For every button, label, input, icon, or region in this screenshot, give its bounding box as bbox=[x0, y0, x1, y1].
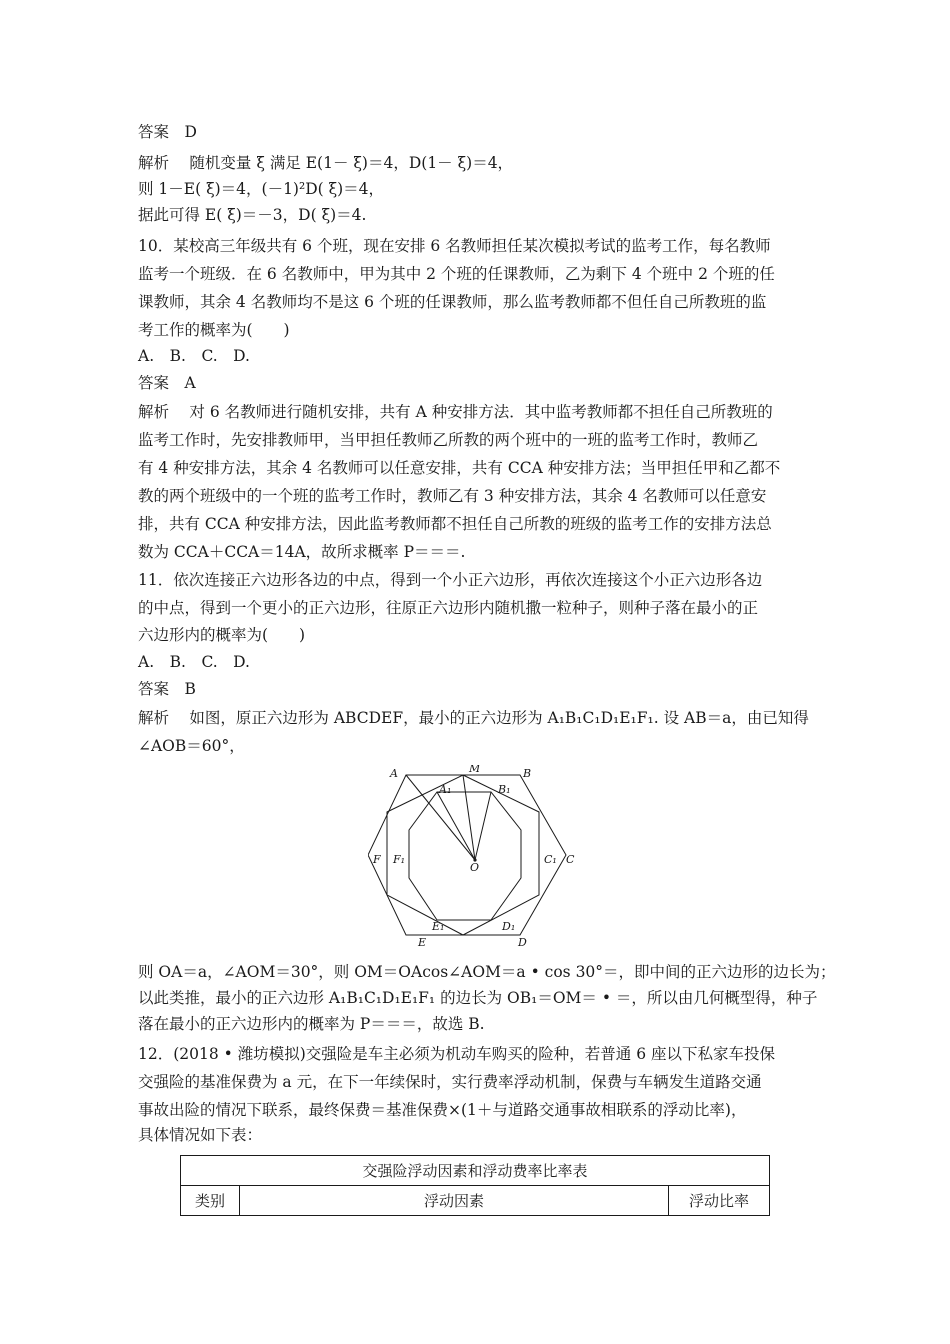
label-c: C bbox=[566, 853, 575, 866]
text-line: 事故出险的情况下联系，最终保费＝基准保费×(1＋与道路交通事故相联系的浮动比率)， bbox=[138, 1101, 747, 1119]
table-header-cell: 类别 bbox=[181, 1186, 240, 1216]
text-line: 排，共有 CCA 种安排方法，因此监考教师都不担任自己所教的班级的监考工作的安排方法总 bbox=[138, 515, 772, 533]
text-line: 12．(2018 • 潍坊模拟)交强险是车主必须为机动车购买的险种，若普通 6 座以下私家车投保 bbox=[138, 1045, 775, 1063]
text-line: 则 1－E( ξ)＝4，(－1)²D( ξ)＝4， bbox=[138, 180, 385, 198]
label-b: B bbox=[523, 767, 532, 780]
table-title-row bbox=[181, 1156, 770, 1186]
text-line: 有 4 种安排方法，其余 4 名教师可以任意安排，共有 CCA 种安排方法；当甲担任甲和乙都不 bbox=[138, 459, 781, 477]
text-line: 六边形内的概率为( ) bbox=[138, 626, 306, 644]
label-f: F bbox=[373, 853, 381, 866]
table-header-row bbox=[181, 1186, 770, 1216]
text-line: 解析 对 6 名教师进行随机安排，共有 A 种安排方法．其中监考教师都不担任自己所教班的 bbox=[138, 403, 773, 421]
text-line: 的中点，得到一个更小的正六边形，往原正六边形内随机撒一粒种子，则种子落在最小的正 bbox=[138, 599, 759, 617]
text-line: 解析 如图，原正六边形为 ABCDEF，最小的正六边形为 A₁B₁C₁D₁E₁F₁. 设 AB＝a，由已知得 bbox=[138, 709, 809, 727]
text-line: 交强险的基准保费为 a 元，在下一年续保时，实行费率浮动机制，保费与车辆发生道路交通 bbox=[138, 1073, 762, 1091]
text-line: ∠AOB＝60°， bbox=[138, 737, 245, 755]
text-line: 教的两个班级中的一个班的监考工作时，教师乙有 3 种安排方法，其余 4 名教师可以任意安 bbox=[138, 487, 767, 505]
label-b1: B₁ bbox=[498, 783, 511, 796]
label-f1: F₁ bbox=[393, 853, 406, 866]
table-title: 交强险浮动因素和浮动费率比率表 bbox=[181, 1156, 770, 1186]
label-d: D bbox=[518, 936, 527, 949]
text-line: 监考一个班级．在 6 名教师中，甲为其中 2 个班的任课教师，乙为剩下 4 个班中 2 个班的任 bbox=[138, 265, 775, 283]
label-a1: A₁ bbox=[439, 783, 452, 796]
label-d1: D₁ bbox=[502, 920, 516, 933]
middle-hexagon bbox=[387, 775, 539, 935]
segment-oa1 bbox=[437, 792, 475, 860]
text-line: 10．某校高三年级共有 6 个班，现在安排 6 名教师担任某次模拟考试的监考工作，每名教师 bbox=[138, 237, 771, 255]
label-c1: C₁ bbox=[544, 853, 557, 866]
text-line: A. B. C. D. bbox=[138, 347, 250, 365]
text-line: 具体情况如下表： bbox=[138, 1126, 263, 1144]
label-e1: E₁ bbox=[432, 920, 445, 933]
text-line: 则 OA＝a，∠AOM＝30°，则 OM＝OAcos∠AOM＝a • cos 30°＝，即中间的正六边形的边长为； bbox=[138, 963, 836, 981]
label-m: M bbox=[469, 765, 481, 775]
text-line: A. B. C. D. bbox=[138, 653, 250, 671]
inner-hexagon bbox=[409, 792, 521, 920]
table-header-cell: 浮动比率 bbox=[669, 1186, 770, 1216]
text-line: 考工作的概率为( ) bbox=[138, 321, 290, 339]
text-line: 答案 D bbox=[138, 123, 197, 141]
table-header-cell: 浮动因素 bbox=[240, 1186, 669, 1216]
text-line: 课教师，其余 4 名教师均不是这 6 个班的任课教师，那么监考教师都不但任自己所教班的监 bbox=[138, 293, 767, 311]
text-line: 据此可得 E( ξ)＝－3，D( ξ)＝4. bbox=[138, 206, 367, 224]
text-line: 解析 随机变量 ξ 满足 E(1－ ξ)＝4，D(1－ ξ)＝4， bbox=[138, 154, 514, 172]
text-line: 以此类推，最小的正六边形 A₁B₁C₁D₁E₁F₁ 的边长为 OB₁＝OM＝ • ＝，所以由几何概型得，种子 bbox=[138, 989, 818, 1007]
text-line: 监考工作时，先安排教师甲，当甲担任教师乙所教的两个班中的一班的监考工作时，教师乙 bbox=[138, 431, 759, 449]
text-line: 答案 A bbox=[138, 374, 196, 392]
text-line: 11．依次连接正六边形各边的中点，得到一个小正六边形，再依次连接这个小正六边形各边 bbox=[138, 571, 763, 589]
rate-table bbox=[180, 1155, 770, 1216]
text-line: 落在最小的正六边形内的概率为 P＝＝＝，故选 B. bbox=[138, 1015, 485, 1033]
label-o: O bbox=[470, 861, 480, 874]
label-e: E bbox=[418, 936, 427, 949]
text-line: 答案 B bbox=[138, 680, 196, 698]
text-line: 数为 CCA＋CCA＝14A，故所求概率 P＝＝＝. bbox=[138, 543, 466, 561]
hexagon-diagram bbox=[368, 765, 588, 950]
segment-ob1 bbox=[475, 792, 491, 860]
label-a: A bbox=[390, 767, 398, 780]
